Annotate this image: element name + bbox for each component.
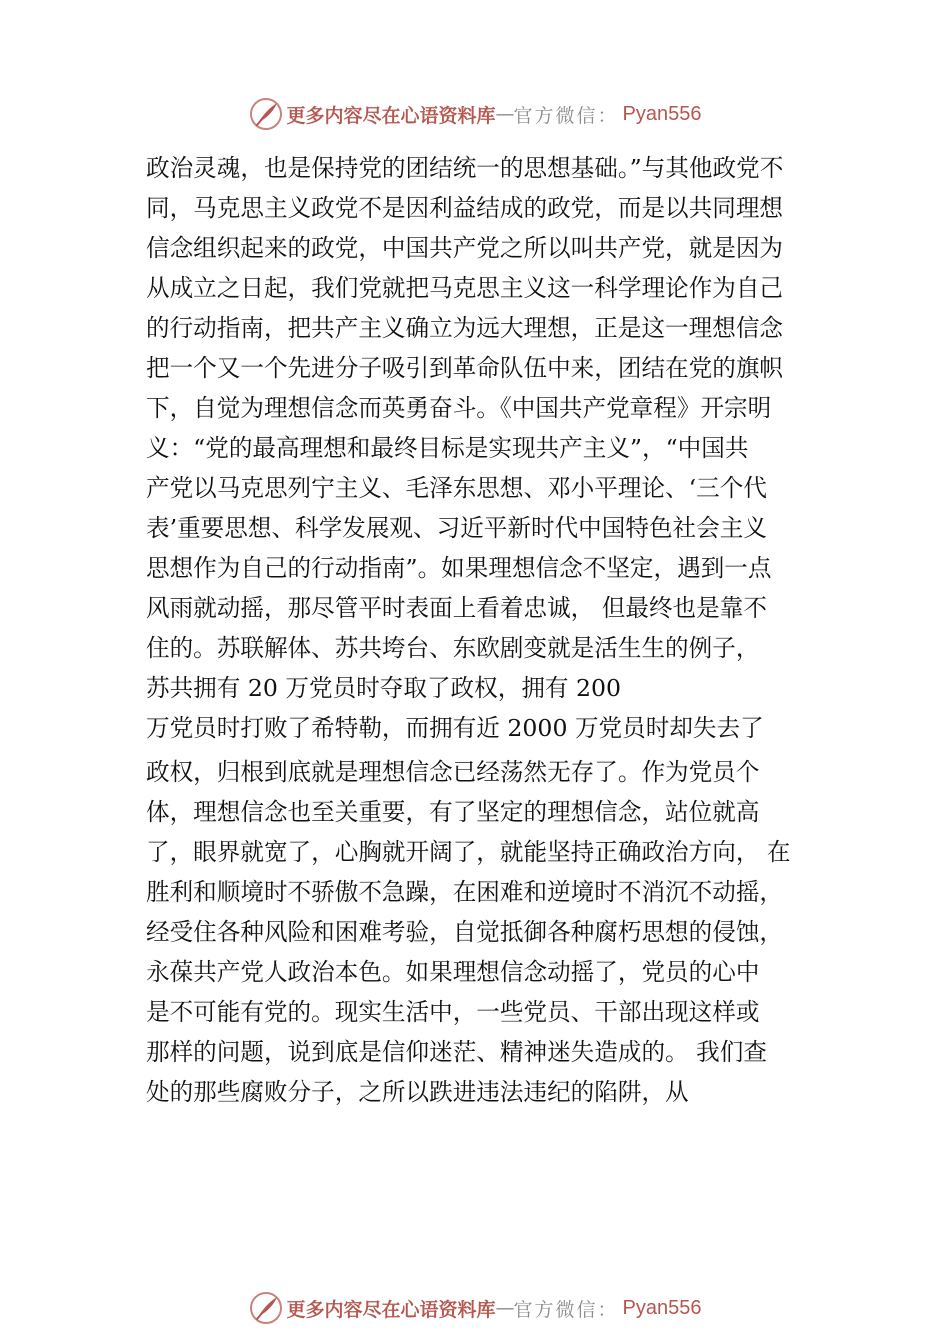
header-banner [0, 94, 950, 134]
header-separator: — [495, 103, 514, 125]
body-line: 万党员时打败了希特勒，而拥有近 2000 万党员时却失去了 [146, 714, 764, 742]
body-line: 体，理想信念也至关重要，有了坚定的理想信念，站位就高 [146, 798, 760, 826]
header-brand-text: 更多内容尽在心语资料库 [286, 104, 496, 127]
body-line: 表’重要思想、科学发展观、习近平新时代中国特色社会主义 [146, 514, 767, 542]
footer-wechat-label: 官方微信： [513, 1298, 619, 1321]
body-line: 政治灵魂，也是保持党的团结统一的思想基础。”与其他政党不 [146, 154, 784, 182]
body-line: 那样的问题，说到底是信仰迷茫、精神迷失造成的。 我们查 [146, 1038, 767, 1066]
body-line: 住的。苏联解体、苏共垮台、东欧剧变就是活生生的例子， [146, 634, 760, 662]
body-line: 处的那些腐败分子，之所以跌进违法违纪的陷阱，从 [146, 1078, 689, 1106]
footer-separator: — [495, 1297, 514, 1319]
quill-logo-icon [249, 97, 283, 131]
body-line: 下，自觉为理想信念而英勇奋斗。《中国共产党章程》开宗明 [146, 394, 772, 422]
body-line: 了，眼界就宽了，心胸就开阔了，就能坚持正确政治方向， 在 [146, 838, 791, 866]
body-line: 胜利和顺境时不骄傲不急躁，在困难和逆境时不消沉不动摇， [146, 878, 784, 906]
body-line: 从成立之日起，我们党就把马克思主义这一科学理论作为自己 [146, 274, 784, 302]
body-line: 的行动指南，把共产主义确立为远大理想，正是这一理想信念 [146, 314, 784, 342]
body-line: 是不可能有党的。现实生活中，一些党员、干部出现这样或 [146, 998, 760, 1026]
body-line: 义：“党的最高理想和最终目标是实现共产主义”，“中国共 [146, 434, 749, 462]
body-line: 产党以马克思列宁主义、毛泽东思想、邓小平理论、‘三个代 [146, 474, 767, 502]
header-wechat-id: Pyan556 [622, 102, 702, 125]
body-line: 同，马克思主义政党不是因利益结成的政党，而是以共同理想 [146, 194, 784, 222]
body-line: 苏共拥有 20 万党员时夺取了政权，拥有 200 [146, 674, 622, 702]
body-line: 思想作为自己的行动指南”。如果理想信念不坚定，遇到一点 [146, 554, 772, 582]
quill-logo-icon [249, 1291, 283, 1325]
body-line: 信念组织起来的政党，中国共产党之所以叫共产党，就是因为 [146, 234, 784, 262]
footer-brand-text: 更多内容尽在心语资料库 [286, 1298, 496, 1321]
body-line: 政权，归根到底就是理想信念已经荡然无存了。作为党员个 [146, 758, 760, 786]
document-body [146, 148, 826, 1112]
body-line: 风雨就动摇，那尽管平时表面上看着忠诚， 但最终也是靠不 [146, 594, 767, 622]
header-wechat-label: 官方微信： [513, 104, 619, 127]
body-line: 永葆共产党人政治本色。如果理想信念动摇了，党员的心中 [146, 958, 760, 986]
footer-banner [0, 1288, 950, 1328]
body-line: 经受住各种风险和困难考验，自觉抵御各种腐朽思想的侵蚀， [146, 918, 784, 946]
body-line: 把一个又一个先进分子吸引到革命队伍中来，团结在党的旗帜 [146, 354, 784, 382]
footer-wechat-id: Pyan556 [622, 1296, 702, 1319]
